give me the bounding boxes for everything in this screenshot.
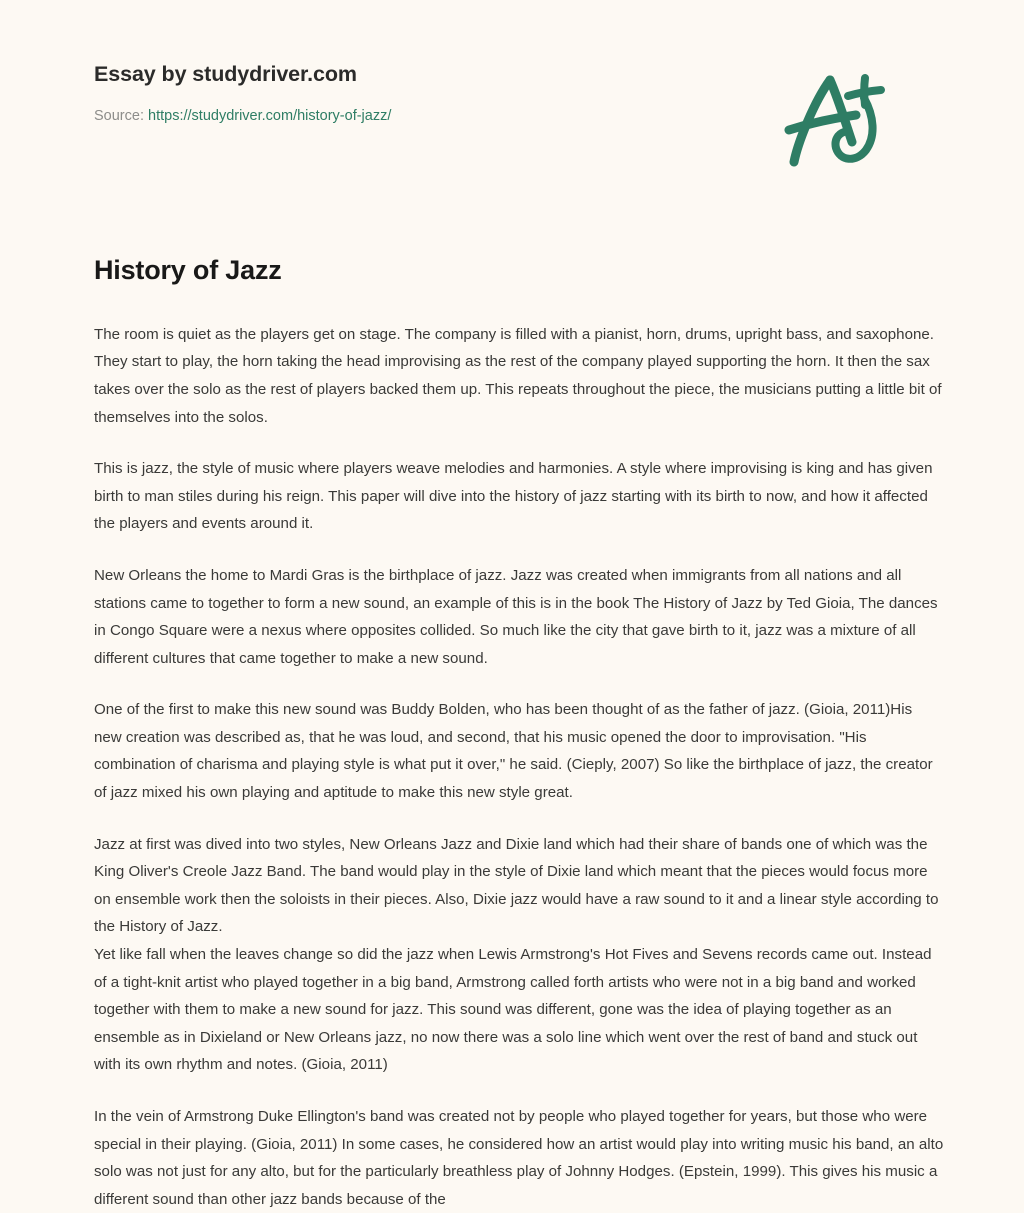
paragraph: This is jazz, the style of music where players weave melodies and harmonies. A style where improvising is king and has given birth to man stiles during his reign. This paper will dive into the history of jazz starting with its birth to now, and how it affected the players and events around it.: [94, 460, 933, 533]
a-plus-logo: [778, 64, 898, 172]
paragraph: In the vein of Armstrong Duke Ellington's band was created not by people who played together for years, but those who were special in their playing. (Gioia, 2011) In some cases, he considered how an artist would play into writing music his band, an alto solo was not just for any alto, but for the particularly breathless play of Johnny Hodges. (Epstein, 1999). This gives his music a different sound than other jazz bands because of the: [94, 1108, 944, 1208]
a-plus-logo-icon: [778, 64, 898, 172]
source-label: Source:: [94, 107, 144, 124]
paragraph: The room is quiet as the players get on stage. The company is filled with a pianist, horn, drums, upright bass, and saxophone. They start to play, the horn taking the head improvising as the rest of the company played supporting the horn. It then the sax takes over the solo as the rest of players backed them up. This repeats throughout the piece, the musicians putting a little bit of themselves into the solos.: [94, 325, 942, 426]
document-header: [0, 0, 1024, 190]
document-body: [94, 190, 944, 1213]
source-url-link[interactable]: https://studydriver.com/history-of-jazz/: [148, 107, 392, 124]
paragraph: New Orleans the home to Mardi Gras is the birthplace of jazz. Jazz was created when immigrants from all nations and all stations came to together to form a new sound, an example of this is in the book The History of Jazz by Ted Gioia, The dances in Congo Square were a nexus where opposites collided. So much like the city that gave birth to it, jazz was a mixture of all different cultures that came together to make a new sound.: [94, 566, 938, 667]
paragraph: Jazz at first was dived into two styles, New Orleans Jazz and Dixie land which had their share of bands one of which was the King Oliver's Creole Jazz Band. The band would play in the style of Dixie land which meant that the pieces would focus more on ensemble work then the soloists in their pieces. Also, Dixie jazz would have a raw sound to it and a linear style according to the History of Jazz. Yet like fall when the leaves change so did the jazz when Lewis Armstrong's Hot Fives and Sevens records came out. Instead of a tight-knit artist who played together in a big band, Armstrong called forth artists who were not in a big band and worked together with them to make a new sound for jazz. This sound was different, gone was the idea of playing together as an ensemble as in Dixieland or New Orleans jazz, no now there was a solo line which went over the rest of band and stuck out with its own rhythm and notes. (Gioia, 2011): [94, 835, 939, 1074]
essay-attribution: Essay by studydriver.com: [94, 62, 357, 86]
essay-content: [94, 321, 944, 1213]
page-title: History of Jazz: [94, 255, 282, 285]
header-text-block: [94, 62, 391, 126]
source-line: [94, 107, 391, 126]
paragraph: One of the first to make this new sound was Buddy Bolden, who has been thought of as the father of jazz. (Gioia, 2011)His new creation was described as, that he was loud, and second, that his music opened the door to improvisation. "His combination of charisma and playing style is what put it over," he said. (Cieply, 2007) So like the birthplace of jazz, the creator of jazz mixed his own playing and aptitude to make this new style great.: [94, 701, 933, 802]
